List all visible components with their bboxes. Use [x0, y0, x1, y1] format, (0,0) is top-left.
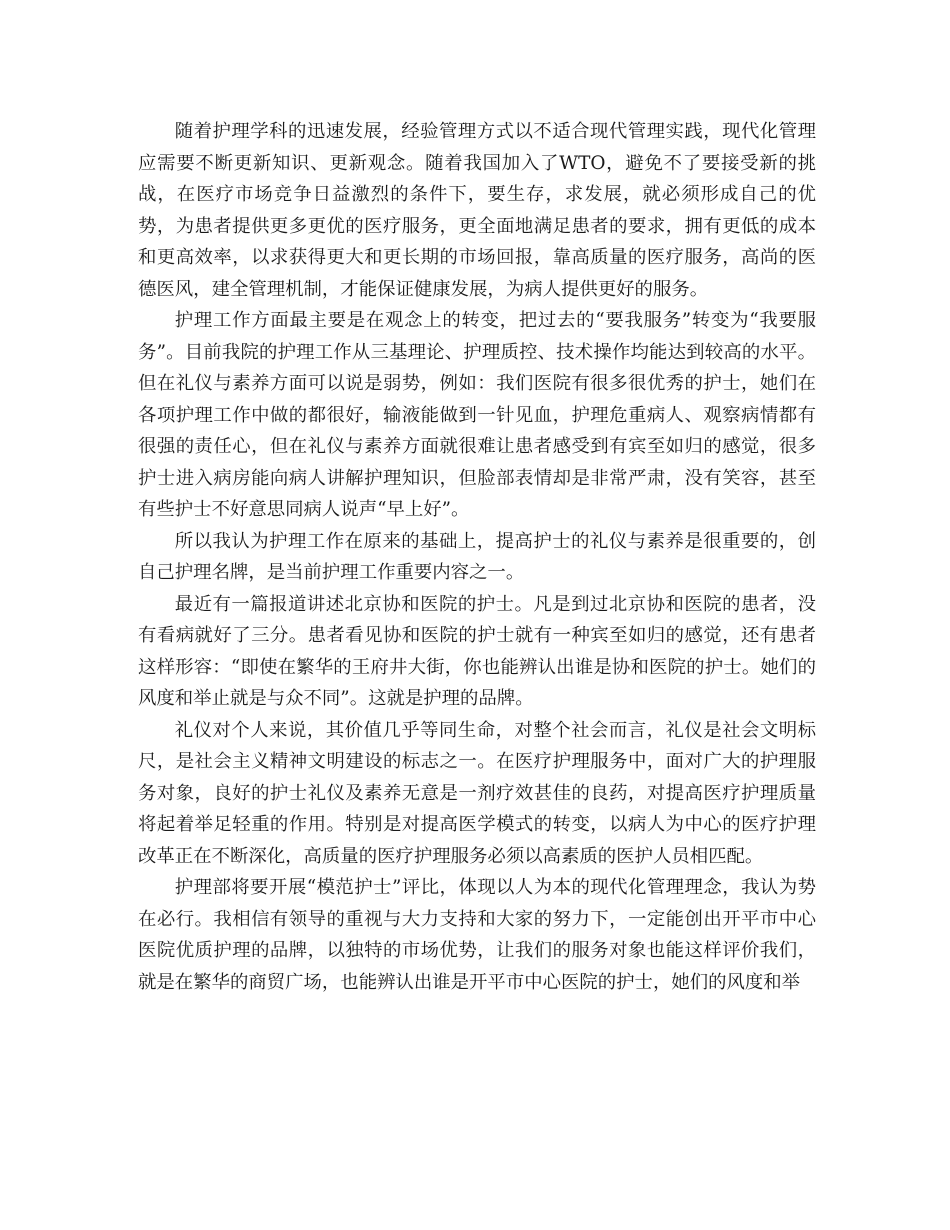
paragraph-4: 最近有一篇报道讲述北京协和医院的护士。凡是到过北京协和医院的患者，没有看病就好了三分。患者看见协和医院的护士就有一种宾至如归的感觉，还有患者这样形容：“即使在繁华的王府井大街，你也能辨认出谁是协和医院的护士。她们的风度和举止就是与众不同”。这就是护理的品牌。 [138, 593, 816, 709]
paragraph-6: 护理部将要开展“模范护士”评比，体现以人为本的现代化管理理念，我认为势在必行。我相信有领导的重视与大力支持和大家的努力下，一定能创出开平市中心医院优质护理的品牌，以独特的市场优势，让我们的服务对象也能这样评价我们，就是在繁华的商贸广场，也能辨认出谁是开平市中心医院的护士，她们的风度和举 [138, 877, 816, 993]
paragraph-2: 护理工作方面最主要是在观念上的转变，把过去的“要我服务”转变为“我要服务”。目前我院的护理工作从三基理论、护理质控、技术操作均能达到较高的水平。但在礼仪与素养方面可以说是弱势，例如：我们医院有很多很优秀的护士，她们在各项护理工作中做的都很好，输液能做到一针见血，护理危重病人、观察病情都有很强的责任心，但在礼仪与素养方面就很难让患者感受到有宾至如归的感觉，很多护士进入病房能向病人讲解护理知识，但脸部表情却是非常严肃，没有笑容，甚至有些护士不好意思同病人说声“早上好”。 [138, 310, 816, 520]
paragraph-5: 礼仪对个人来说，其价值几乎等同生命，对整个社会而言，礼仪是社会文明标尺，是社会主义精神文明建设的标志之一。在医疗护理服务中，面对广大的护理服务对象，良好的护士礼仪及素养无意是一剂疗效甚佳的良药，对提高医疗护理质量将起着举足轻重的作用。特别是对提高医学模式的转变，以病人为中心的医疗护理改革正在不断深化，高质量的医疗护理服务必须以高素质的医护人员相匹配。 [138, 719, 816, 867]
document-body [138, 116, 816, 998]
paragraph-1: 随着护理学科的迅速发展，经验管理方式以不适合现代管理实践，现代化管理应需要不断更新知识、更新观念。随着我国加入了WTO，避免不了要接受新的挑战，在医疗市场竞争日益激烈的条件下，要生存，求发展，就必须形成自己的优势，为患者提供更多更优的医疗服务，更全面地满足患者的要求，拥有更低的成本和更高效率，以求获得更大和更长期的市场回报，靠高质量的医疗服务，高尚的医德医风，建全管理机制，才能保证健康发展，为病人提供更好的服务。 [138, 121, 816, 300]
paragraph-3: 所以我认为护理工作在原来的基础上，提高护士的礼仪与素养是很重要的，创自己护理名牌，是当前护理工作重要内容之一。 [138, 530, 816, 583]
